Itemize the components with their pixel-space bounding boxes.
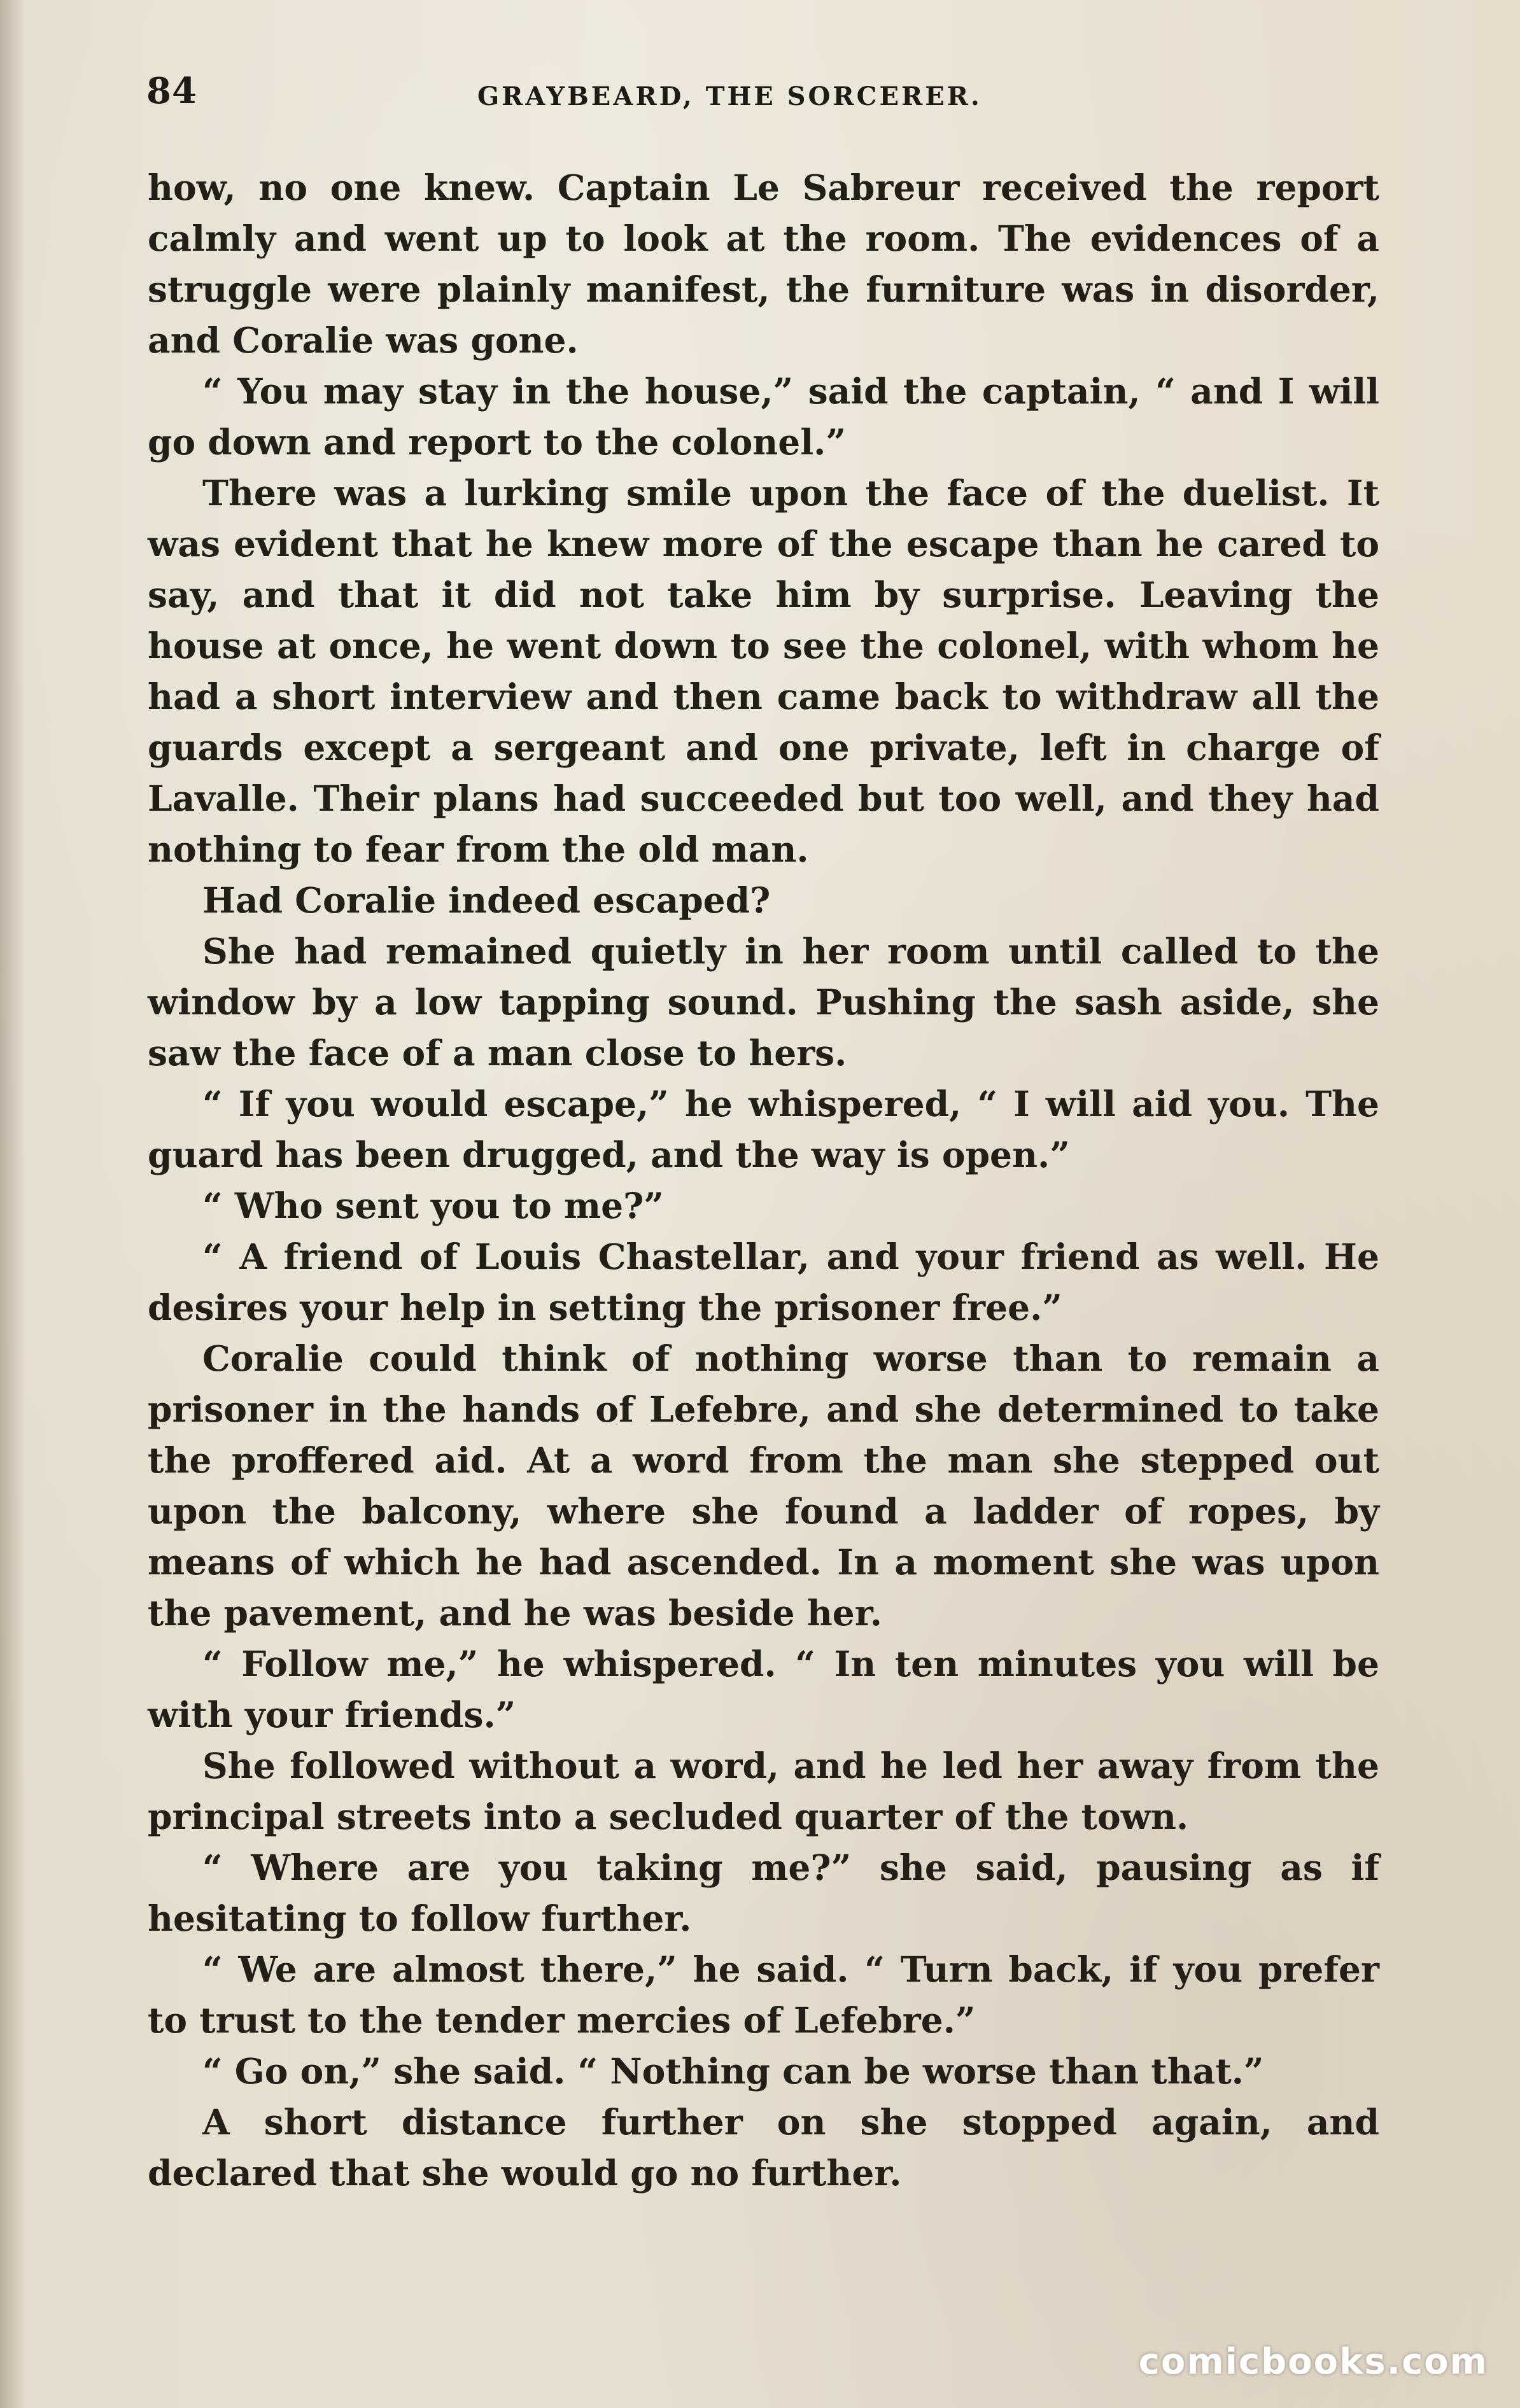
paragraph-8: “ A friend of Louis Chastellar, and your friend as well. He desires your help in setting the prisoner free.” <box>148 1236 1379 1328</box>
paragraph-10: “ Follow me,” he whispered. “ In ten minutes you will be with your friends.” <box>148 1643 1379 1735</box>
site-watermark: comicbooks.com <box>1138 2341 1488 2383</box>
page-number: 84 <box>146 70 197 112</box>
paragraph-6: “ If you would escape,” he whispered, “ I will aid you. The guard has been drugged, and the way is open.” <box>148 1083 1379 1175</box>
paragraph-13: “ We are almost there,” he said. “ Turn back, if you prefer to trust to the tender mercies of Lefebre.” <box>148 1949 1379 2041</box>
paragraph-3: There was a lurking smile upon the face of the duelist. It was evident that he knew more of the escape than he cared to say, and that it did not take him by surprise. Leaving the house at once, he went down to see the colonel, with whom he had a short interview and then came back to withdraw all the guards except a sergeant and one private, left in charge of Lavalle. Their plans had succeeded but too well, and they had nothing to fear from the old man. <box>148 472 1379 870</box>
running-head: GRAYBEARD, THE SORCERER. <box>477 81 982 111</box>
page-edge-shadow <box>0 0 25 2408</box>
paragraph-9: Coralie could think of nothing worse than to remain a prisoner in the hands of Lefebre, and she determined to take the proffered aid. At a word from the man she stepped out upon the balcony, where she found a ladder of ropes, by means of which he had ascended. In a moment she was upon the pavement, and he was beside her. <box>148 1338 1379 1634</box>
paragraph-15: A short distance further on she stopped again, and declared that she would go no further. <box>148 2101 1379 2194</box>
paragraph-14: “ Go on,” she said. “ Nothing can be worse than that.” <box>202 2050 1264 2092</box>
body-text <box>148 162 1379 2199</box>
paragraph-11: She followed without a word, and he led her away from the principal streets into a secluded quarter of the town. <box>148 1745 1379 1837</box>
paragraph-2: “ You may stay in the house,” said the captain, “ and I will go down and report to the colonel.” <box>148 370 1379 463</box>
paragraph-12: “ Where are you taking me?” she said, pausing as if hesitating to follow further. <box>148 1847 1379 1939</box>
page-header <box>146 70 1381 127</box>
paragraph-5: She had remained quietly in her room until called to the window by a low tapping sound. Pushing the sash aside, she saw the face of a man close to hers. <box>148 930 1379 1074</box>
paragraph-1: how, no one knew. Captain Le Sabreur received the report calmly and went up to look at the room. The evidences of a struggle were plainly manifest, the furniture was in disorder, and Coralie was gone. <box>148 167 1379 361</box>
paragraph-7: “ Who sent you to me?” <box>202 1185 664 1226</box>
paragraph-4: Had Coralie indeed escaped? <box>202 879 771 921</box>
